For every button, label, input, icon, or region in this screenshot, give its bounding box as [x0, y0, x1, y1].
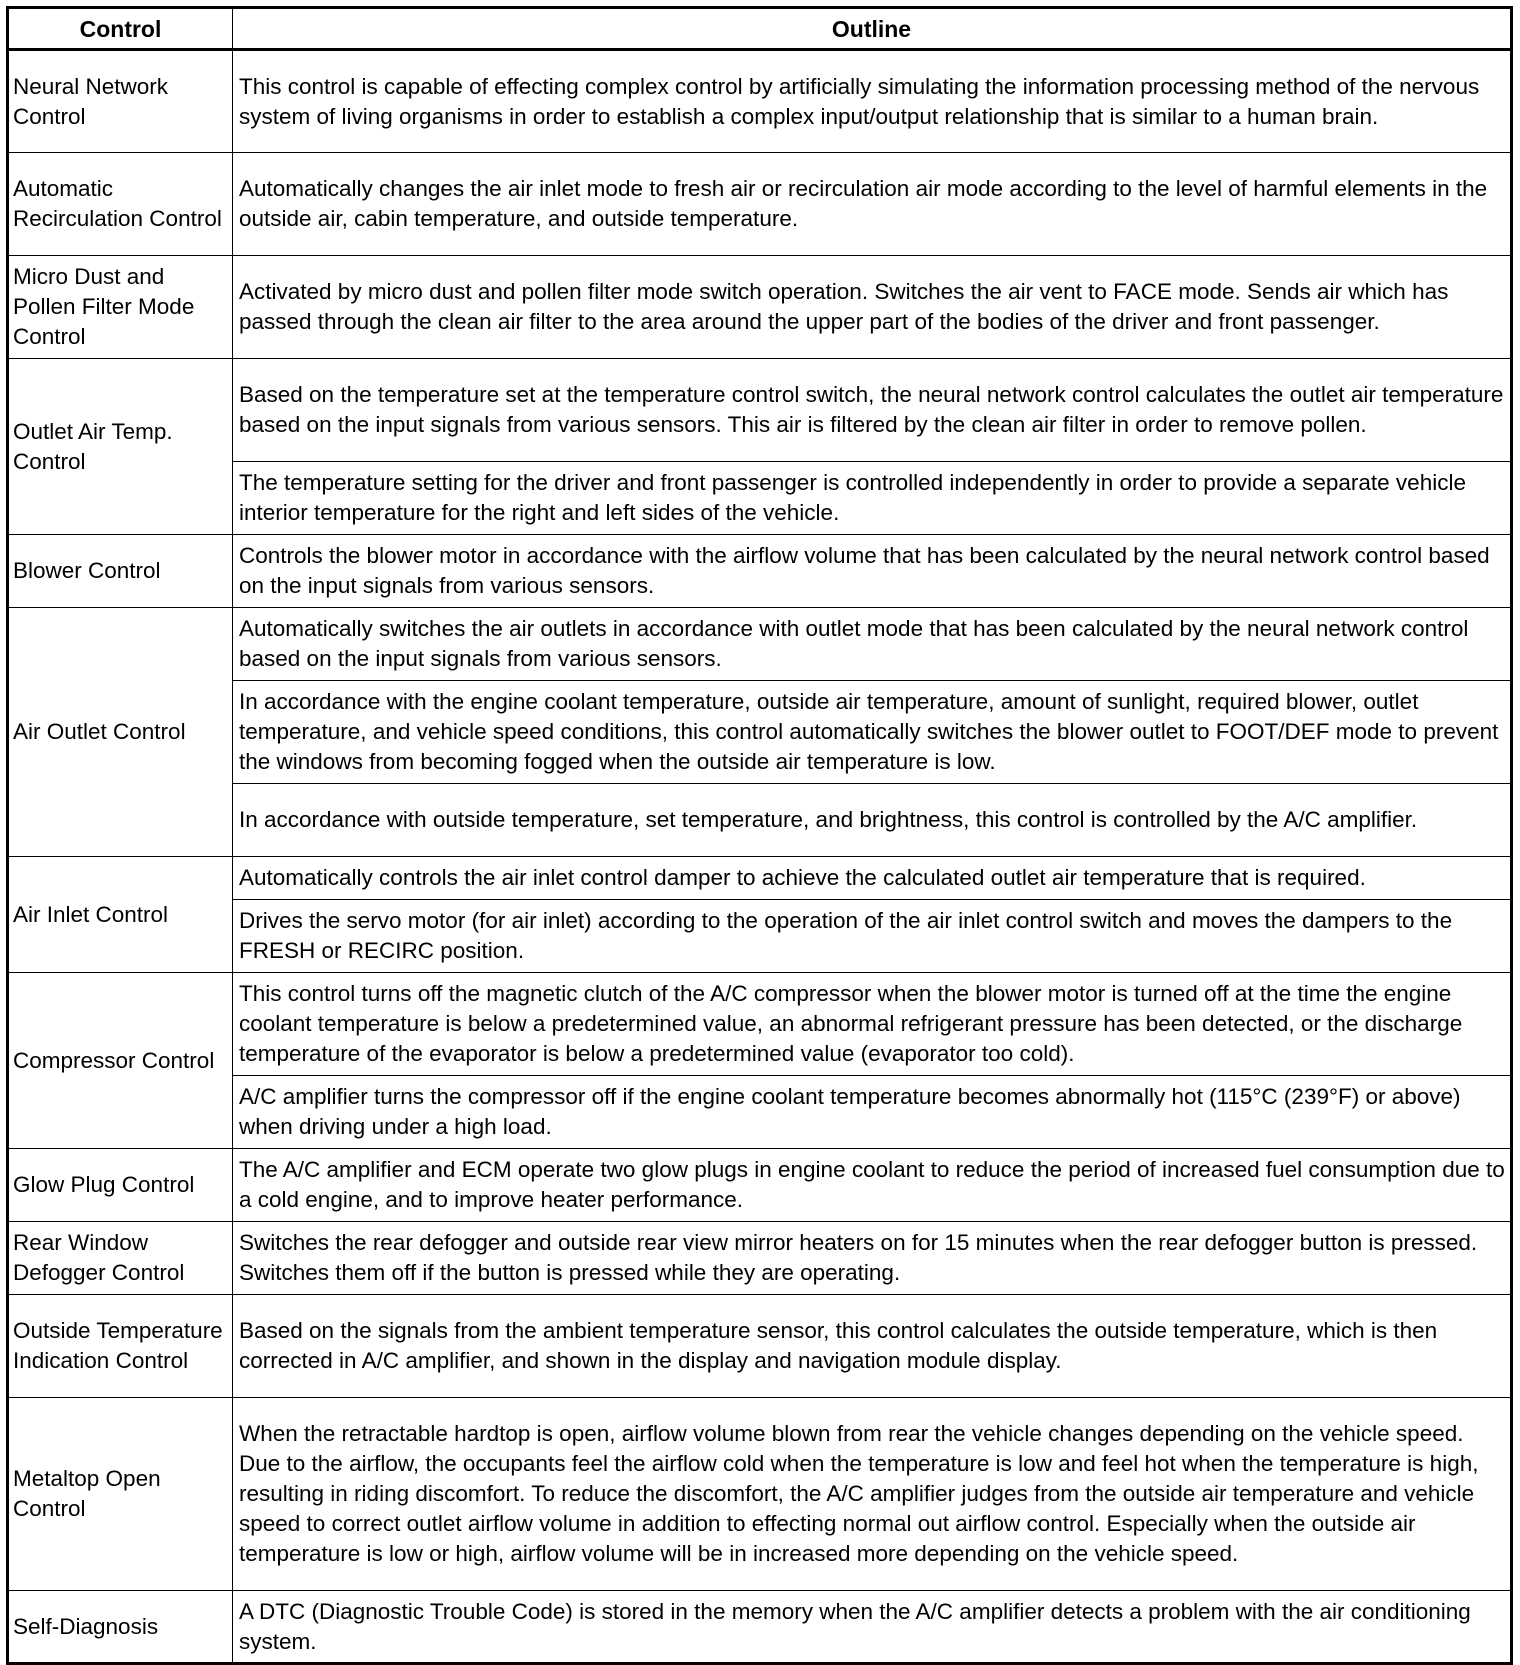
control-outline-table	[6, 6, 1513, 1665]
outline-cell: Based on the temperature set at the temperature control switch, the neural network control calculates the outlet air temperature based on the input signals from various sensors. This air is filtered by the clean air filter in order to remove pollen.	[233, 359, 1512, 462]
control-name-cell: Outlet Air Temp. Control	[8, 359, 233, 535]
outline-cell: The A/C amplifier and ECM operate two glow plugs in engine coolant to reduce the period of increased fuel consumption due to a cold engine, and to improve heater performance.	[233, 1149, 1512, 1222]
table-row	[8, 462, 1512, 535]
table-row	[8, 1076, 1512, 1149]
control-name-cell: Compressor Control	[8, 973, 233, 1149]
outline-cell: Automatically controls the air inlet control damper to achieve the calculated outlet air temperature that is required.	[233, 857, 1512, 900]
table-row	[8, 608, 1512, 681]
control-name-cell: Automatic Recirculation Control	[8, 153, 233, 256]
table-row	[8, 1222, 1512, 1295]
control-name-cell: Self-Diagnosis	[8, 1591, 233, 1664]
outline-cell: This control turns off the magnetic clutch of the A/C compressor when the blower motor is turned off at the time the engine coolant temperature is below a predetermined value, an abnormal refrigerant pressure has been detected, or the discharge temperature of the evaporator is below a predetermined value (evaporator too cold).	[233, 973, 1512, 1076]
table-row	[8, 1149, 1512, 1222]
control-name-cell: Metaltop Open Control	[8, 1398, 233, 1591]
control-name-cell: Air Inlet Control	[8, 857, 233, 973]
outline-cell: Automatically changes the air inlet mode to fresh air or recirculation air mode according to the level of harmful elements in the outside air, cabin temperature, and outside temperature.	[233, 153, 1512, 256]
column-header-control: Control	[8, 8, 233, 50]
outline-cell: A/C amplifier turns the compressor off if the engine coolant temperature becomes abnormally hot (115°C (239°F) or above) when driving under a high load.	[233, 1076, 1512, 1149]
control-name-cell: Neural Network Control	[8, 50, 233, 153]
control-name-cell: Outside Temperature Indication Control	[8, 1295, 233, 1398]
outline-cell: In accordance with the engine coolant temperature, outside air temperature, amount of sunlight, required blower, outlet temperature, and vehicle speed conditions, this control automatically switches the blower outlet to FOOT/DEF mode to prevent the windows from becoming fogged when the outside air temperature is low.	[233, 681, 1512, 784]
outline-cell: The temperature setting for the driver and front passenger is controlled independently in order to provide a separate vehicle interior temperature for the right and left sides of the vehicle.	[233, 462, 1512, 535]
outline-cell: Activated by micro dust and pollen filter mode switch operation. Switches the air vent to FACE mode. Sends air which has passed through the clean air filter to the area around the upper part of the bodies of the driver and front passenger.	[233, 256, 1512, 359]
control-name-cell: Glow Plug Control	[8, 1149, 233, 1222]
outline-cell: A DTC (Diagnostic Trouble Code) is stored in the memory when the A/C amplifier detects a problem with the air conditioning system.	[233, 1591, 1512, 1664]
table-row	[8, 1295, 1512, 1398]
outline-cell: Based on the signals from the ambient temperature sensor, this control calculates the outside temperature, which is then corrected in A/C amplifier, and shown in the display and navigation module display.	[233, 1295, 1512, 1398]
table-row	[8, 681, 1512, 784]
outline-cell: Switches the rear defogger and outside rear view mirror heaters on for 15 minutes when the rear defogger button is pressed. Switches them off if the button is pressed while they are operating.	[233, 1222, 1512, 1295]
column-header-outline: Outline	[233, 8, 1512, 50]
outline-cell: Automatically switches the air outlets in accordance with outlet mode that has been calculated by the neural network control based on the input signals from various sensors.	[233, 608, 1512, 681]
table-row	[8, 359, 1512, 462]
table-row	[8, 784, 1512, 857]
control-name-cell: Blower Control	[8, 535, 233, 608]
outline-cell: When the retractable hardtop is open, airflow volume blown from rear the vehicle changes depending on the vehicle speed. Due to the airflow, the occupants feel the airflow cold when the temperature is low and feel hot when the temperature is high, resulting in riding discomfort. To reduce the discomfort, the A/C amplifier judges from the outside air temperature and vehicle speed to correct outlet airflow volume in addition to effecting normal out airflow control. Especially when the outside air temperature is low or high, airflow volume will be in increased more depending on the vehicle speed.	[233, 1398, 1512, 1591]
control-name-cell: Rear Window Defogger Control	[8, 1222, 233, 1295]
table-row	[8, 857, 1512, 900]
table-row	[8, 153, 1512, 256]
outline-cell: Drives the servo motor (for air inlet) according to the operation of the air inlet control switch and moves the dampers to the FRESH or RECIRC position.	[233, 900, 1512, 973]
table-row	[8, 50, 1512, 153]
outline-cell: This control is capable of effecting complex control by artificially simulating the information processing method of the nervous system of living organisms in order to establish a complex input/output relationship that is similar to a human brain.	[233, 50, 1512, 153]
table-row	[8, 535, 1512, 608]
table-header-row	[8, 8, 1512, 50]
table-row	[8, 1591, 1512, 1664]
table-row	[8, 256, 1512, 359]
control-name-cell: Micro Dust and Pollen Filter Mode Control	[8, 256, 233, 359]
table-row	[8, 973, 1512, 1076]
control-name-cell: Air Outlet Control	[8, 608, 233, 857]
table-row	[8, 900, 1512, 973]
outline-cell: In accordance with outside temperature, set temperature, and brightness, this control is controlled by the A/C amplifier.	[233, 784, 1512, 857]
outline-cell: Controls the blower motor in accordance with the airflow volume that has been calculated by the neural network control based on the input signals from various sensors.	[233, 535, 1512, 608]
table-row	[8, 1398, 1512, 1591]
table-body	[8, 50, 1512, 1664]
